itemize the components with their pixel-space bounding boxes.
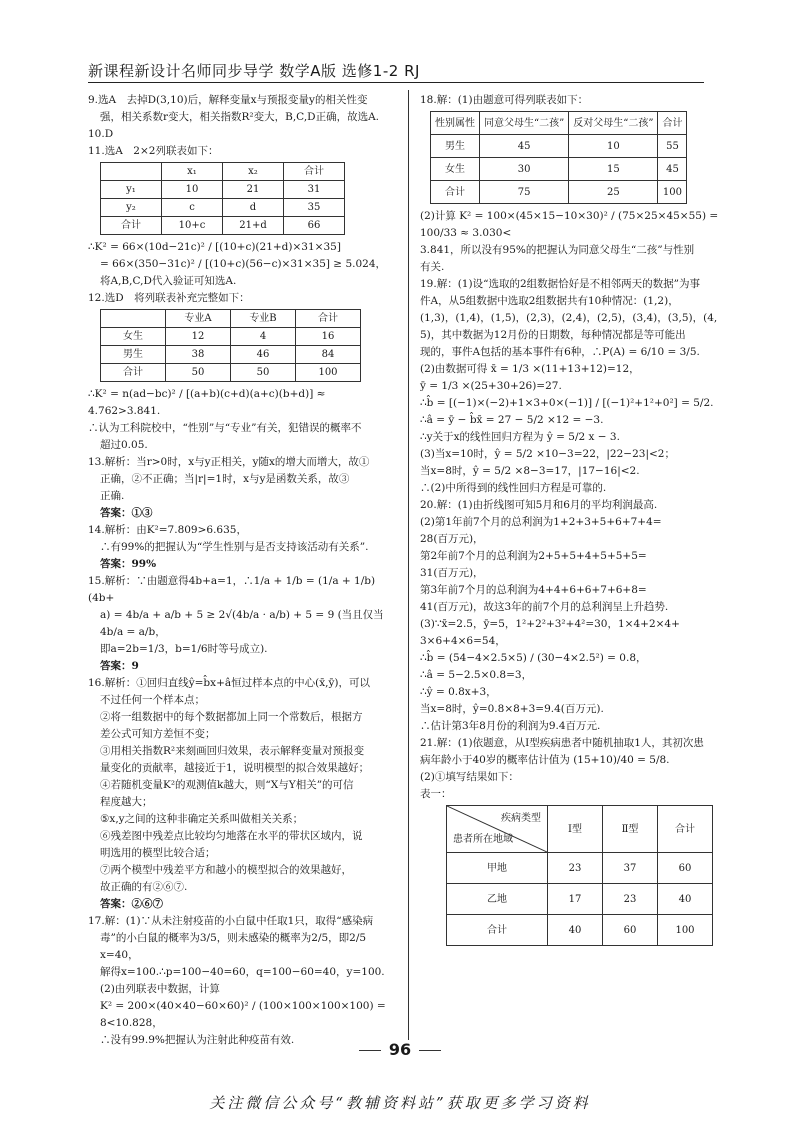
- left-column: [88, 92, 400, 1049]
- text-line: ∴有99%的把握认为“学生性别与是否支持该活动有关系”.: [100, 541, 369, 553]
- text-line: (3)∵x̄=2.5，ȳ=5，1²+2²+3²+4²=30，1×4+2×4+: [420, 618, 680, 630]
- table-cell: 75: [480, 181, 569, 204]
- table-cell: 12: [166, 328, 231, 346]
- text-line: 11.选A 2×2列联表如下：: [88, 145, 219, 157]
- table-q18: [430, 111, 687, 204]
- text-line: ②将一组数据中的每个数据都加上同一个常数后，根据方: [100, 711, 363, 723]
- table-cell: 66: [284, 217, 345, 235]
- table-cell: 女生: [431, 158, 480, 181]
- text-line: K² = 200×(40×40−60×60)² / (100×100×100×100) = 8<10.828，: [100, 1000, 386, 1029]
- text-line: 故正确的有②⑥⑦.: [100, 881, 188, 893]
- table-cell: 50: [166, 364, 231, 382]
- table-cell: 10+c: [162, 217, 223, 235]
- table-cell: 甲地: [447, 853, 548, 884]
- table-cell: 30: [480, 158, 569, 181]
- table-cell: 40: [548, 915, 603, 946]
- text-line: 12.选D 将列联表补充完整如下：: [88, 292, 250, 304]
- table-cell: 专业A: [166, 310, 231, 328]
- table-cell: c: [162, 199, 223, 217]
- text-line: ∴ŷ = 0.8x+3，: [420, 686, 497, 698]
- text-line: 解得x=100.∴p=100−40=60，q=100−60=40，y=100.: [100, 966, 385, 978]
- table-corner-cell: [447, 806, 548, 853]
- table-cell: 合计: [447, 915, 548, 946]
- text-line: 当x=8时，ŷ=0.8×8+3=9.4(百万元).: [420, 703, 604, 715]
- text-line: 超过0.05.: [100, 439, 148, 451]
- text-line: ∴b̂ = (54−4×2.5×5) / (30−4×2.5²) = 0.8，: [420, 652, 647, 664]
- table-cell: 10: [162, 181, 223, 199]
- text-line: 17.解：(1)∵从未注射疫苗的小白鼠中任取1只，取得“感染病: [88, 915, 374, 927]
- text-line: ∴(2)中所得到的线性回归方程是可靠的.: [420, 482, 607, 494]
- table-cell: 45: [480, 135, 569, 158]
- table-row: [431, 135, 687, 158]
- answer-line: 答案：99%: [100, 558, 157, 570]
- text-line: 程度越大；: [100, 796, 153, 808]
- text-line: 9.选A 去掉D(3,10)后，解释变量x与预报变量y的相关性变: [88, 94, 368, 106]
- column-divider: [408, 90, 409, 1040]
- table-row: [447, 884, 713, 915]
- table-cell: 同意父母生“二孩”: [480, 112, 569, 135]
- table-cell: 35: [284, 199, 345, 217]
- text-line: ∴b̂ = [(−1)×(−2)+1×3+0×(−1)] / [(−1)²+1²+0²] = 5/2.: [420, 397, 714, 409]
- table-cell: 23: [603, 884, 658, 915]
- table-cell: 55: [658, 135, 687, 158]
- table-cell: 16: [296, 328, 361, 346]
- table-cell: 50: [231, 364, 296, 382]
- table-cell: 合计: [101, 364, 166, 382]
- text-line: ȳ = 1/3 ×(25+30+26)=27.: [420, 380, 562, 392]
- table-cell: [101, 310, 166, 328]
- table-cell: 合计: [284, 163, 345, 181]
- text-line: 件A，从5组数据中选取2组数据共有10种情况：(1,2)，: [420, 295, 679, 307]
- text-line: 表一：: [420, 788, 452, 800]
- table-row: [101, 364, 361, 382]
- text-line: ∴K² = 66×(10d−21c)² / [(10+c)(21+d)×31×35]: [88, 241, 341, 253]
- text-line: (2)第1年前7个月的总利润为1+2+3+5+6+7+4=: [420, 516, 662, 528]
- table-cell: 21+d: [223, 217, 284, 235]
- text-line: ∴y关于x的线性回归方程为 ŷ = 5/2 x − 3.: [420, 431, 620, 443]
- text-line: ∴K² = n(ad−bc)² / [(a+b)(c+d)(a+c)(b+d)] ≈ 4.762>3.841.: [88, 388, 326, 417]
- table-cell: x₂: [223, 163, 284, 181]
- table-cell: 合计: [658, 112, 687, 135]
- text-line: 不过任何一个样本点；: [100, 694, 205, 706]
- text-line: (1,3)，(1,4)，(1,5)，(2,3)，(2,4)，(2,5)，(3,4)，(3,5)，(4,: [420, 312, 718, 324]
- table-cell: 100: [658, 181, 687, 204]
- text-line: 20.解：(1)由折线图可知5月和6月的平均利润最高.: [420, 499, 658, 511]
- table-cell: 女生: [101, 328, 166, 346]
- table-cell: 45: [658, 158, 687, 181]
- text-line: 16.解析：①回归直线ŷ=b̂x+â恒过样本点的中心(x̄,ȳ)，可以: [88, 677, 371, 689]
- text-line: 31(百万元)，: [420, 567, 484, 579]
- text-line: 差公式可知方差恒不变；: [100, 728, 216, 740]
- table-cell: 男生: [431, 135, 480, 158]
- table-q21: [446, 805, 713, 946]
- table-cell: 25: [569, 181, 658, 204]
- table-row: [447, 853, 713, 884]
- text-line: 将A,B,C,D代入验证可知选A.: [100, 275, 237, 287]
- page-number: [0, 1040, 800, 1059]
- text-line: 19.解：(1)设“选取的2组数据恰好是不相邻两天的数据”为事: [420, 278, 700, 290]
- text-line: 第2年前7个月的总利润为2+5+5+4+5+5+5=: [420, 550, 647, 562]
- answer-line: 答案：9: [100, 660, 139, 672]
- text-line: 强，相关系数r变大，相关指数R²变大，B,C,D正确，故选A.: [100, 111, 380, 123]
- text-line: (2)由列联表中数据，计算: [100, 983, 220, 995]
- table-cell: 专业B: [231, 310, 296, 328]
- table-cell: 15: [569, 158, 658, 181]
- text-line: 10.D: [88, 128, 114, 140]
- table-header-cell: Ⅰ型: [548, 806, 603, 853]
- table-cell: 合计: [101, 217, 162, 235]
- text-line: 有关.: [420, 261, 445, 273]
- text-line: 28(百万元)，: [420, 533, 484, 545]
- table-cell: 60: [658, 853, 713, 884]
- table-row: [101, 310, 361, 328]
- text-line: 明选用的模型比较合适；: [100, 847, 216, 859]
- text-line: 3.841，所以没有95%的把握认为同意父母生“二孩”与性别: [420, 244, 695, 256]
- text-line: ∴估计第3年8月份的利润为9.4百万元.: [420, 720, 601, 732]
- table-cell: 38: [166, 346, 231, 364]
- text-line: 量变化的贡献率，越接近于1，说明模型的拟合效果越好；: [100, 762, 370, 774]
- text-line: 3×6+4×6=54，: [420, 635, 506, 647]
- answer-line: 答案：②⑥⑦: [100, 898, 163, 910]
- table-q12: [100, 309, 361, 382]
- table-cell: 乙地: [447, 884, 548, 915]
- table-cell: 男生: [101, 346, 166, 364]
- text-line: 毒”的小白鼠的概率为3/5，则未感染的概率为2/5，即2/5 x=40，: [100, 932, 367, 961]
- text-line: 5)，其中数据为12月份的日期数，每种情况都是等可能出: [420, 329, 686, 341]
- table-cell: x₁: [162, 163, 223, 181]
- table-cell: 84: [296, 346, 361, 364]
- table-cell: 23: [548, 853, 603, 884]
- text-line: ⑥残差图中残差点比较均匀地落在水平的带状区域内，说: [100, 830, 363, 842]
- table-cell: 37: [603, 853, 658, 884]
- answer-line: 答案：①③: [100, 507, 153, 519]
- text-line: (2)由数据可得 x̄ = 1/3 ×(11+13+12)=12，: [420, 363, 640, 375]
- right-column: [420, 92, 720, 950]
- table-row: [431, 181, 687, 204]
- text-line: ∴â = ȳ − b̂x̄ = 27 − 5/2 ×12 = −3.: [420, 414, 604, 426]
- table-q11: [100, 162, 345, 235]
- table-header-cell: 合计: [658, 806, 713, 853]
- table-cell: 40: [658, 884, 713, 915]
- page-header: 新课程新设计名师同步导学 数学A版 选修1-2 RJ: [88, 62, 420, 80]
- text-line: ⑦两个模型中残差平方和越小的模型拟合的效果越好，: [100, 864, 352, 876]
- text-line: 即a=2b=1/3，b=1/6时等号成立).: [100, 643, 268, 655]
- table-row: [101, 181, 345, 199]
- table-cell: y₁: [101, 181, 162, 199]
- text-line: 41(百万元)，故这3年的前7个月的总利润呈上升趋势.: [420, 601, 669, 613]
- text-line: ④若随机变量K²的观测值k越大，则“X与Y相关”的可信: [100, 779, 354, 791]
- text-line: 14.解析：由K²=7.809>6.635，: [88, 524, 247, 536]
- table-cell: 31: [284, 181, 345, 199]
- page-number-text: 96: [388, 1040, 412, 1059]
- table-row: [447, 915, 713, 946]
- text-line: ③用相关指数R²来刻画回归效果，表示解释变量对预报变: [100, 745, 365, 757]
- text-line: 现的，事件A包括的基本事件有6种，∴P(A) = 6/10 = 3/5.: [420, 346, 700, 358]
- text-line: a) = 4b/a + a/b + 5 ≥ 2√(4b/a · a/b) + 5 = 9 (当且仅当4b/a = a/b，: [100, 609, 384, 638]
- table-cell: 60: [603, 915, 658, 946]
- table-cell: 合计: [431, 181, 480, 204]
- text-line: = 66×(350−31c)² / [(10+c)(56−c)×31×35] ≥ 5.024，: [100, 258, 386, 270]
- text-line: (2)①填写结果如下：: [420, 771, 519, 783]
- footer-note: 关注微信公众号“教辅资料站”获取更多学习资料: [209, 1094, 591, 1112]
- text-line: 13.解析：当r>0时，x与y正相关，y随x的增大而增大，故①: [88, 456, 370, 468]
- table-row: [101, 199, 345, 217]
- table-cell: 17: [548, 884, 603, 915]
- text-line: 当x=8时，ŷ = 5/2 ×8−3=17，|17−16|<2.: [420, 465, 640, 477]
- text-line: (2)计算 K² = 100×(45×15−10×30)² / (75×25×45×55) = 100/33 ≈ 3.030<: [420, 210, 719, 239]
- table-cell: 4: [231, 328, 296, 346]
- table-cell: 反对父母生“二孩”: [569, 112, 658, 135]
- table-cell: 46: [231, 346, 296, 364]
- text-line: ∴没有99.9%把握认为注射此种疫苗有效.: [100, 1034, 295, 1046]
- table-row: [431, 158, 687, 181]
- text-line: (3)当x=10时，ŷ = 5/2 ×10−3=22，|22−23|<2；: [420, 448, 675, 460]
- text-line: 21.解：(1)依题意，从Ⅰ型疾病患者中随机抽取1人，其初次患: [420, 737, 704, 749]
- text-line: 病年龄小于40岁的概率估计值为 (15+10)/40 = 5/8.: [420, 754, 670, 766]
- table-cell: 性别属性: [431, 112, 480, 135]
- text-line: 15.解析：∵由题意得4b+a=1，∴1/a + 1/b = (1/a + 1/b)(4b+: [88, 575, 376, 604]
- page-number-dash: [359, 1050, 381, 1051]
- text-line: ∴认为工科院校中，“性别”与“专业”有关，犯错误的概率不: [88, 422, 362, 434]
- table-row: [101, 217, 345, 235]
- table-row: [101, 328, 361, 346]
- text-line: ⑤x,y之间的这种非确定关系叫做相关关系；: [100, 813, 304, 825]
- corner-bottom-label: 患者所在地域: [453, 834, 513, 845]
- table-row: [101, 346, 361, 364]
- table-cell: 100: [658, 915, 713, 946]
- table-cell: y₂: [101, 199, 162, 217]
- corner-top-label: 疾病类型: [501, 813, 541, 824]
- table-row: [101, 163, 345, 181]
- table-cell: 合计: [296, 310, 361, 328]
- table-row: [431, 112, 687, 135]
- header-rule: [88, 82, 704, 83]
- text-line: 正确.: [100, 490, 125, 502]
- table-cell: [101, 163, 162, 181]
- table-header-cell: Ⅱ型: [603, 806, 658, 853]
- text-line: 正确，②不正确；当|r|=1时，x与y是函数关系，故③: [100, 473, 350, 485]
- table-cell: d: [223, 199, 284, 217]
- text-line: 第3年前7个月的总利润为4+4+6+6+7+6+8=: [420, 584, 647, 596]
- table-cell: 10: [569, 135, 658, 158]
- table-cell: 21: [223, 181, 284, 199]
- table-cell: 100: [296, 364, 361, 382]
- text-line: 18.解：(1)由题意可得列联表如下：: [420, 94, 589, 106]
- text-line: ∴â = 5−2.5×0.8=3，: [420, 669, 533, 681]
- page-number-dash: [419, 1050, 441, 1051]
